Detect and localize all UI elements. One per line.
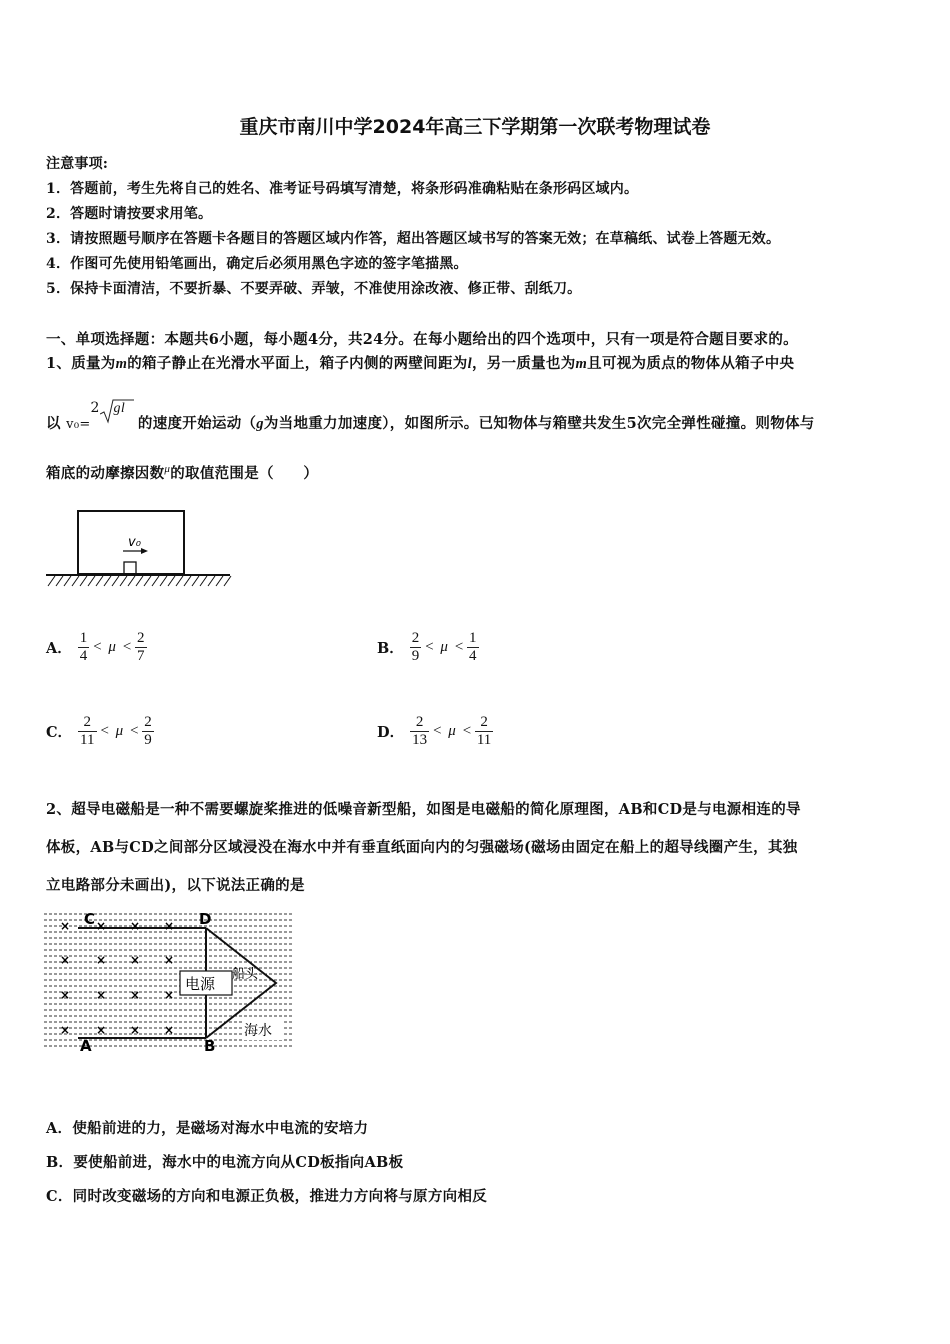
option-d[interactable]: D． $\frac{2}{13}$ < μ < $\frac{2}{11}$ [377,714,492,748]
svg-text:×: × [130,1023,141,1037]
svg-text:×: × [96,953,107,967]
ground-hatching [48,576,231,586]
svg-text:×: × [96,1023,107,1037]
svg-text:×: × [164,919,175,933]
svg-text:×: × [60,988,71,1002]
svg-text:×: × [96,919,107,933]
q2-line2: 体板，AB与CD之间部分区域浸没在海水中并有垂直纸面向内的匀强磁场(磁场由固定在船上的超导线圈产生，其独 [46,839,798,856]
option-a[interactable]: A． $\frac{1}{4}$ < μ < $\frac{2}{7}$ [46,630,145,664]
svg-text:×: × [130,919,141,933]
svg-text:×: × [60,919,71,933]
option-c[interactable]: C． $\frac{2}{11}$ < μ < $\frac{2}{9}$ [46,714,152,748]
notice-heading: 注意事项: [46,156,109,172]
notice-item: 3．请按照题号顺序在答题卡各题目的答题区域内作答，超出答题区域书写的答案无效；在草稿纸、试卷上答题无效。 [46,231,781,247]
q1-line1: 1、质量为m的箱子静止在光滑水平面上，箱子内侧的两壁间距为l，另一质量也为m且可视为质点的物体从箱子中央 [46,355,795,372]
notice-item: 4．作图可先使用铅笔画出，确定后必须用黑色字迹的签字笔描黑。 [46,256,468,272]
svg-text:A: A [80,1037,92,1054]
small-block [124,562,136,574]
q1-line3: 箱底的动摩擦因数$^\mu$的取值范围是（ ） [46,463,319,482]
sqrt-formula: 2 gl [91,410,133,430]
notice-item: 2．答题时请按要求用笔。 [46,206,213,222]
velocity-label: v₀ [128,535,141,550]
svg-text:×: × [60,953,71,967]
svg-text:×: × [164,953,175,967]
svg-text:×: × [96,988,107,1002]
svg-text:C: C [84,910,96,928]
q2-option-c[interactable]: C．同时改变磁场的方向和电源正负极，推进力方向将与原方向相反 [46,1188,488,1205]
svg-text:×: × [130,953,141,967]
notice-item: 1．答题前，考生先将自己的姓名、准考证号码填写清楚，将条形码准确粘贴在条形码区域内。 [46,181,639,197]
ship-diagram [44,908,294,1054]
page-title: 重庆市南川中学2024年高三下学期第一次联考物理试卷 [239,116,711,138]
svg-text:×: × [164,1023,175,1037]
svg-text:×: × [164,988,175,1002]
q2-option-a[interactable]: A．使船前进的力，是磁场对海水中电流的安培力 [46,1120,369,1137]
notice-item: 5．保持卡面清洁，不要折暴、不要弄破、弄皱，不准使用涂改液、修正带、刮纸刀。 [46,281,582,297]
power-source-label: 电源 [185,975,216,993]
arrow-head-icon [141,548,148,554]
magnetic-field-crosses [60,919,174,1037]
q2-line3: 立电路部分未画出)，以下说法正确的是 [46,877,305,894]
sea-water-label: 海水 [244,1023,272,1039]
svg-text:B: B [204,1037,216,1054]
option-b[interactable]: B． $\frac{2}{9}$ < μ < $\frac{1}{4}$ [377,630,477,664]
ship-head-label: 船头 [232,967,259,982]
svg-text:D: D [199,910,212,928]
svg-text:×: × [60,1023,71,1037]
q2-option-b[interactable]: B．要使船前进，海水中的电流方向从CD板指向AB板 [46,1154,404,1171]
svg-text:×: × [130,988,141,1002]
section-heading: 一、单项选择题：本题共6小题，每小题4分，共24分。在每小题给出的四个选项中，只有一项是符合题目要求的。 [46,331,798,348]
q1-line2: 以 v₀= 2 gl 的速度开始运动（g为当地重力加速度），如图所示。已知物体与箱壁共发生5次完全弹性碰撞。则物体与 [46,400,815,432]
q2-line1: 2、超导电磁船是一种不需要螺旋桨推进的低噪音新型船，如图是电磁船的简化原理图，AB和CD是与电源相连的导 [46,801,801,818]
box-diagram [44,506,234,592]
